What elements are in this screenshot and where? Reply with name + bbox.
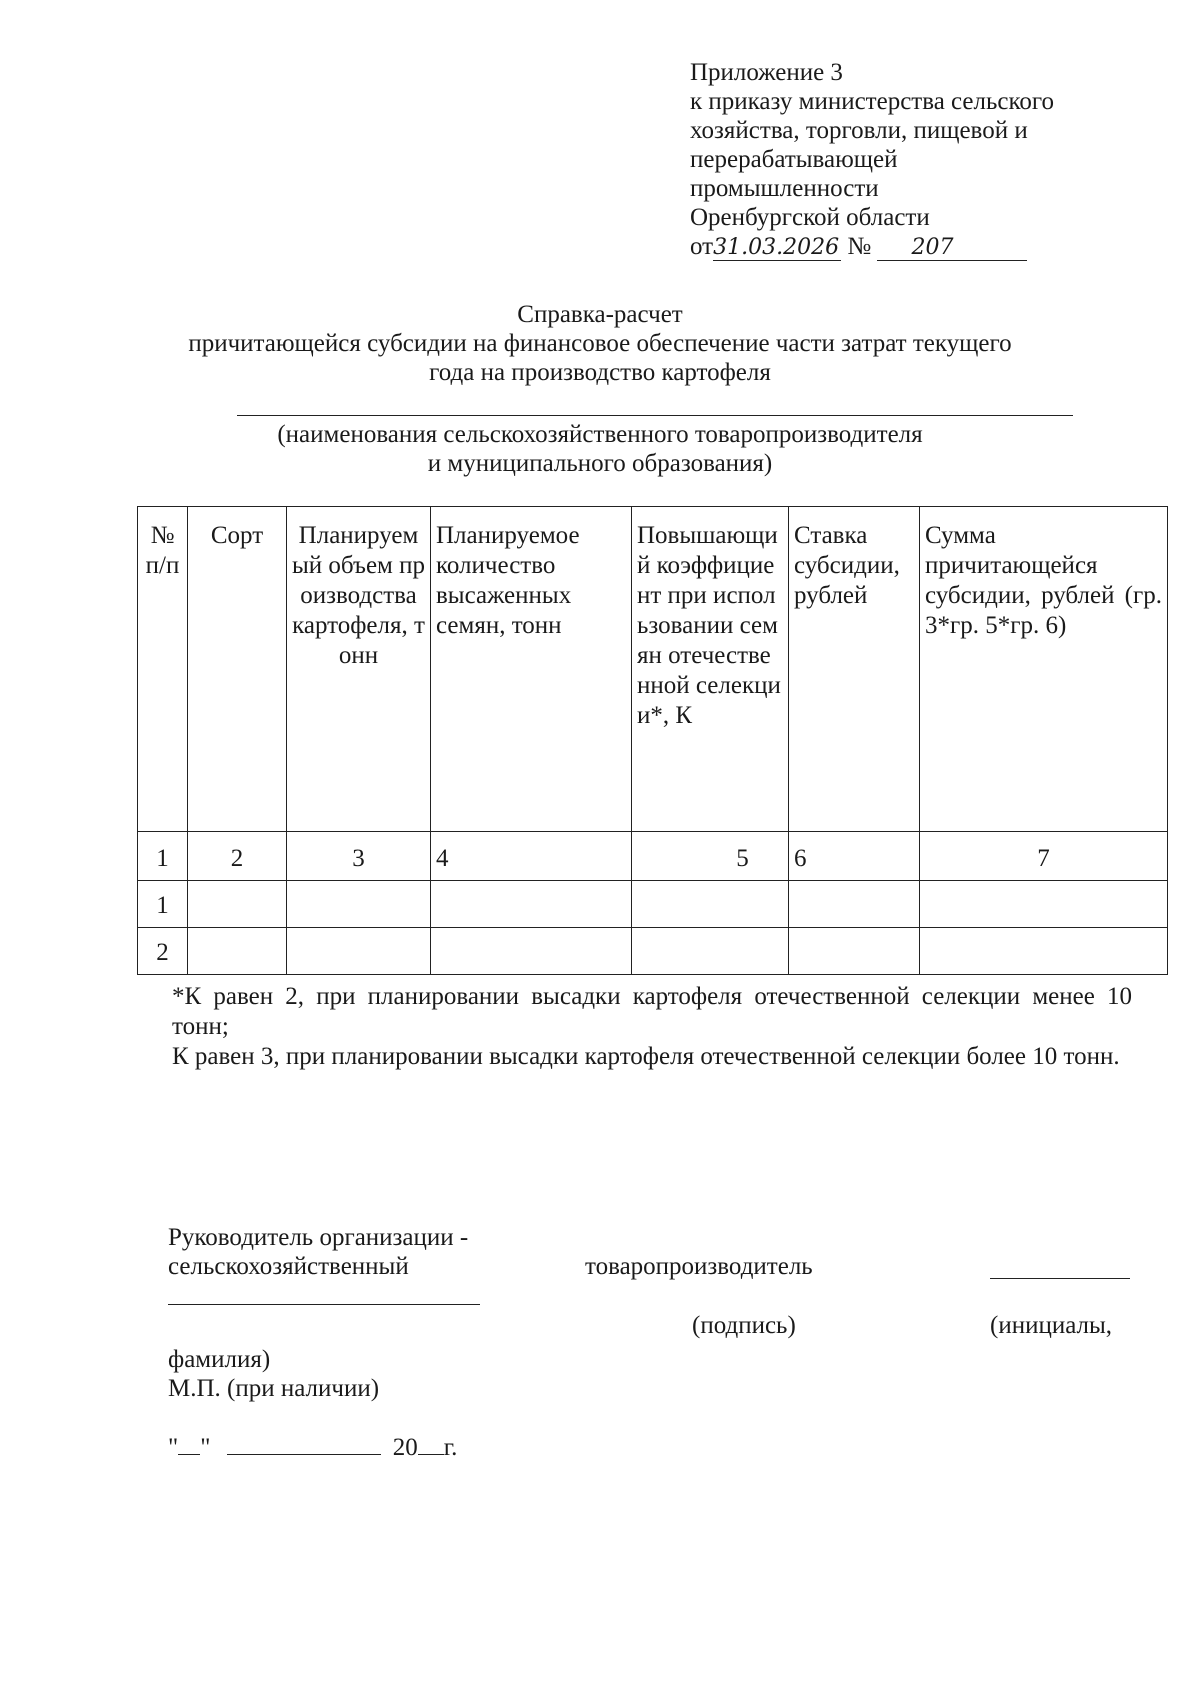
column-number: 3 (287, 832, 431, 881)
column-number: 1 (138, 832, 188, 881)
signature-caption: (подпись) (692, 1312, 796, 1339)
header-subsidy-sum: Сумма причитающейся субсидии, рублей (гр. 3*гр. 5*гр. 6) (920, 507, 1168, 832)
title-line-1: Справка-расчет (517, 301, 683, 328)
footnote-block (172, 982, 1132, 1072)
header-planned-seeds: Планируемое количество высаженных семян, тонн (431, 507, 632, 832)
handwritten-number: 207 (877, 236, 1027, 261)
column-number: 6 (789, 832, 920, 881)
table-cell (632, 881, 789, 928)
handwritten-date: 31.03.2026 (713, 236, 841, 261)
table-cell (789, 928, 920, 975)
appendix-line: к приказу министерства сельского (690, 88, 1055, 115)
month-blank (227, 1434, 381, 1455)
subsidy-table (137, 506, 1168, 975)
signature-role-2: товаропроизводитель (585, 1253, 813, 1280)
surname-caption: фамилия) (168, 1346, 271, 1373)
date-prefix: от (690, 233, 714, 260)
row-number: 1 (138, 881, 188, 928)
header-coefficient: Повышающий коэффициент при использовании семян отечественной селекции*, К (632, 507, 789, 832)
appendix-date-line (690, 232, 1150, 261)
year-prefix: 20 (392, 1434, 418, 1461)
header-subsidy-rate: Ставка субсидии, рублей (789, 507, 920, 832)
date-quote-open: " (168, 1434, 179, 1461)
year-suffix: г. (443, 1434, 458, 1461)
caption-line-1: (наименования сельскохозяйственного товаропроизводителя (277, 421, 923, 448)
table-cell (789, 881, 920, 928)
table-cell (287, 928, 431, 975)
document-title (150, 300, 1050, 387)
table-cell (188, 928, 287, 975)
signature-line (990, 1278, 1130, 1279)
date-quote-close: " (200, 1434, 211, 1461)
initials-caption: (инициалы, (990, 1312, 1113, 1339)
header-variety: Сорт (188, 507, 287, 832)
table-cell (188, 881, 287, 928)
column-number: 7 (920, 832, 1168, 881)
table-cell (431, 881, 632, 928)
table-cell (632, 928, 789, 975)
appendix-line: промышленности (690, 175, 879, 202)
date-line (168, 1433, 457, 1462)
producer-name-line (237, 415, 1073, 416)
table-cell (431, 928, 632, 975)
header-number: № п/п (138, 507, 188, 832)
footnote-line-2: К равен 3, при планировании высадки картофеля отечественной селекции более 10 тонн. (172, 1043, 1120, 1070)
table-cell (287, 881, 431, 928)
table-header-row (138, 507, 1168, 832)
appendix-line: Приложение 3 (690, 59, 843, 86)
table-row (138, 881, 1168, 928)
appendix-block (690, 58, 1150, 261)
appendix-line: хозяйства, торговли, пищевой и (690, 117, 1028, 144)
row-number: 2 (138, 928, 188, 975)
signature-title: Руководитель организации - (168, 1224, 469, 1251)
column-number: 4 (431, 832, 632, 881)
table-cell (920, 881, 1168, 928)
column-number: 5 (632, 832, 789, 881)
column-number: 2 (188, 832, 287, 881)
day-blank (178, 1434, 200, 1455)
name-line (168, 1304, 480, 1305)
title-line-2: причитающейся субсидии на финансовое обеспечение части затрат текущего (188, 330, 1012, 357)
number-prefix: № (847, 233, 872, 260)
header-planned-volume: Планируемый объем производства картофеля, тонн (287, 507, 431, 832)
appendix-line: перерабатывающей (690, 146, 898, 173)
title-line-3: года на производство картофеля (429, 359, 771, 386)
caption-line-2: и муниципального образования) (427, 450, 773, 477)
footnote-line-1: *К равен 2, при планировании высадки картофеля отечественной селекции менее 10 тонн; (172, 983, 1132, 1040)
table-row (138, 928, 1168, 975)
signature-role-1: сельскохозяйственный (168, 1253, 409, 1280)
column-numbers-row (138, 832, 1168, 881)
appendix-line: Оренбургской области (690, 204, 930, 231)
producer-caption (150, 420, 1050, 478)
year-blank (418, 1434, 444, 1455)
table-cell (920, 928, 1168, 975)
stamp-label: М.П. (при наличии) (168, 1375, 380, 1402)
